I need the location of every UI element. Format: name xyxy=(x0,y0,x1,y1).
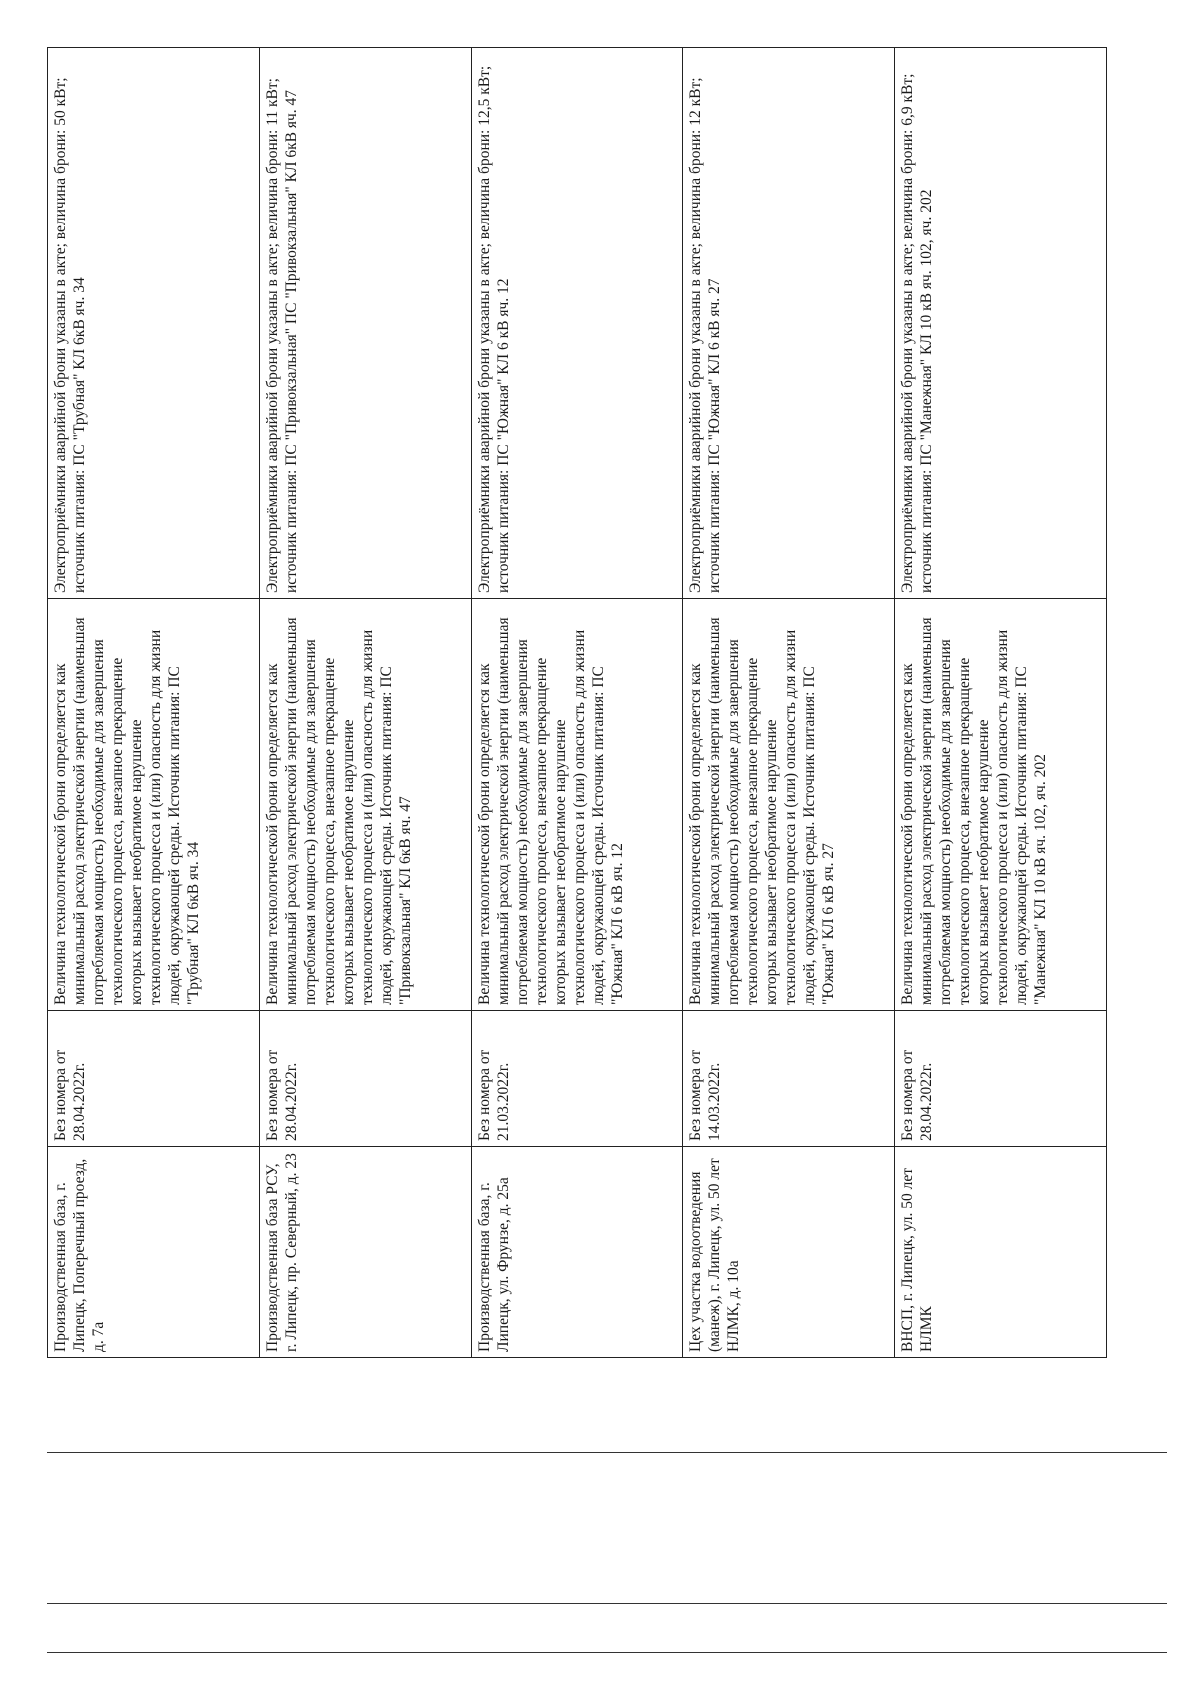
table-row xyxy=(895,48,1107,1358)
tech-reserve-cell: Величина технологической брони определяется как минимальный расход электрической энергии (наименьшая потребляемая мощность) необходимые для завершения технологического процесса, внезапное прекращение которых вызывает необратимое нарушение технологического процесса и (или) опасность для жизни людей, окружающей среды. Источник питания: ПС "Южная" КЛ 6 кВ яч. 27 xyxy=(683,599,895,1011)
emergency-reserve-cell: Электроприёмники аварийной брони указаны в акте; величина брони: 6,9 кВт; источник питания: ПС "Манежная" КЛ 10 кВ яч. 102, яч. 202 xyxy=(895,48,1107,599)
act-cell: Без номера от 28.04.2022г. xyxy=(259,1011,471,1147)
emergency-reserve-cell: Электроприёмники аварийной брони указаны в акте; величина брони: 11 кВт; источник питания: ПС "Привокзальная" ПС "Привокзальная" КЛ 6кВ яч. 47 xyxy=(259,48,471,599)
object-cell: ВНСП, г. Липецк, ул. 50 лет НЛМК xyxy=(895,1147,1107,1358)
table-row xyxy=(259,48,471,1358)
table-row xyxy=(683,48,895,1358)
act-cell: Без номера от 14.03.2022г. xyxy=(683,1011,895,1147)
reservation-table xyxy=(47,47,1107,1358)
act-cell: Без номера от 28.04.2022г. xyxy=(895,1011,1107,1147)
emergency-reserve-cell: Электроприёмники аварийной брони указаны в акте; величина брони: 12,5 кВт; источник питания: ПС "Южная" КЛ 6 кВ яч. 12 xyxy=(471,48,683,599)
rotated-table-wrapper xyxy=(47,48,1107,1358)
act-cell: Без номера от 28.04.2022г. xyxy=(48,1011,260,1147)
horizontal-rule xyxy=(47,1603,1167,1604)
tech-reserve-cell: Величина технологической брони определяется как минимальный расход электрической энергии (наименьшая потребляемая мощность) необходимые для завершения технологического процесса, внезапное прекращение которых вызывает необратимое нарушение технологического процесса и (или) опасность для жизни людей, окружающей среды. Источник питания: ПС "Привокзальная" КЛ 6кВ яч. 47 xyxy=(259,599,471,1011)
table-row xyxy=(48,48,260,1358)
emergency-reserve-cell: Электроприёмники аварийной брони указаны в акте; величина брони: 12 кВт; источник питания: ПС "Южная" КЛ 6 кВ яч. 27 xyxy=(683,48,895,599)
tech-reserve-cell: Величина технологической брони определяется как минимальный расход электрической энергии (наименьшая потребляемая мощность) необходимые для завершения технологического процесса, внезапное прекращение которых вызывает необратимое нарушение технологического процесса и (или) опасность для жизни людей, окружающей среды. Источник питания: ПС "Трубная" КЛ 6кВ яч. 34 xyxy=(48,599,260,1011)
horizontal-rule xyxy=(47,1452,1167,1453)
object-cell: Производственная база, г. Липецк, Поперечный проезд, д. 7а xyxy=(48,1147,260,1358)
table-row xyxy=(471,48,683,1358)
horizontal-rule xyxy=(47,1652,1167,1653)
object-cell: Производственная база РСУ, г. Липецк, пр. Северный, д. 23 xyxy=(259,1147,471,1358)
object-cell: Цех участка водоотведения (манеж), г. Липецк, ул. 50 лет НЛМК, д. 10а xyxy=(683,1147,895,1358)
object-cell: Производственная база, г. Липецк, ул. Фрунзе, д. 25а xyxy=(471,1147,683,1358)
tech-reserve-cell: Величина технологической брони определяется как минимальный расход электрической энергии (наименьшая потребляемая мощность) необходимые для завершения технологического процесса, внезапное прекращение которых вызывает необратимое нарушение технологического процесса и (или) опасность для жизни людей, окружающей среды. Источник питания: ПС "Южная" КЛ 6 кВ яч. 12 xyxy=(471,599,683,1011)
act-cell: Без номера от 21.03.2022г. xyxy=(471,1011,683,1147)
tech-reserve-cell: Величина технологической брони определяется как минимальный расход электрической энергии (наименьшая потребляемая мощность) необходимые для завершения технологического процесса, внезапное прекращение которых вызывает необратимое нарушение технологического процесса и (или) опасность для жизни людей, окружающей среды. Источник питания: ПС "Манежная" КЛ 10 кВ яч. 102, яч. 202 xyxy=(895,599,1107,1011)
emergency-reserve-cell: Электроприёмники аварийной брони указаны в акте; величина брони: 50 кВт; источник питания: ПС "Трубная" КЛ 6кВ яч. 34 xyxy=(48,48,260,599)
